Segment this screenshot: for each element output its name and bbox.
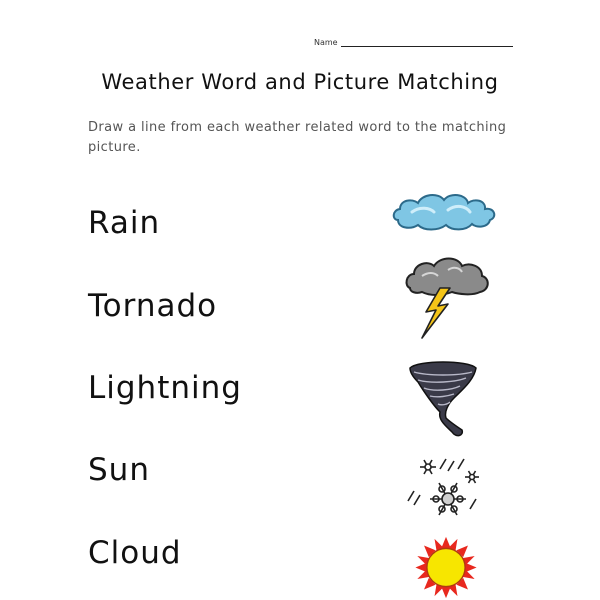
- word-cloud: Cloud: [88, 535, 182, 571]
- tornado-icon: [408, 360, 478, 440]
- name-blank-line[interactable]: [341, 45, 513, 47]
- word-rain: Rain: [88, 205, 161, 241]
- word-tornado: Tornado: [88, 288, 218, 324]
- cloud-icon: [390, 190, 500, 235]
- name-label: Name: [314, 38, 338, 47]
- worksheet-title: Weather Word and Picture Matching: [101, 70, 499, 94]
- sun-icon: [412, 535, 480, 600]
- word-sun: Sun: [88, 452, 150, 488]
- instructions: Draw a line from each weather related word to the matching picture.: [88, 120, 507, 155]
- name-field: [314, 38, 513, 48]
- snow-icon: [406, 455, 486, 525]
- lightning-icon: [402, 254, 492, 344]
- word-lightning: Lightning: [88, 370, 242, 406]
